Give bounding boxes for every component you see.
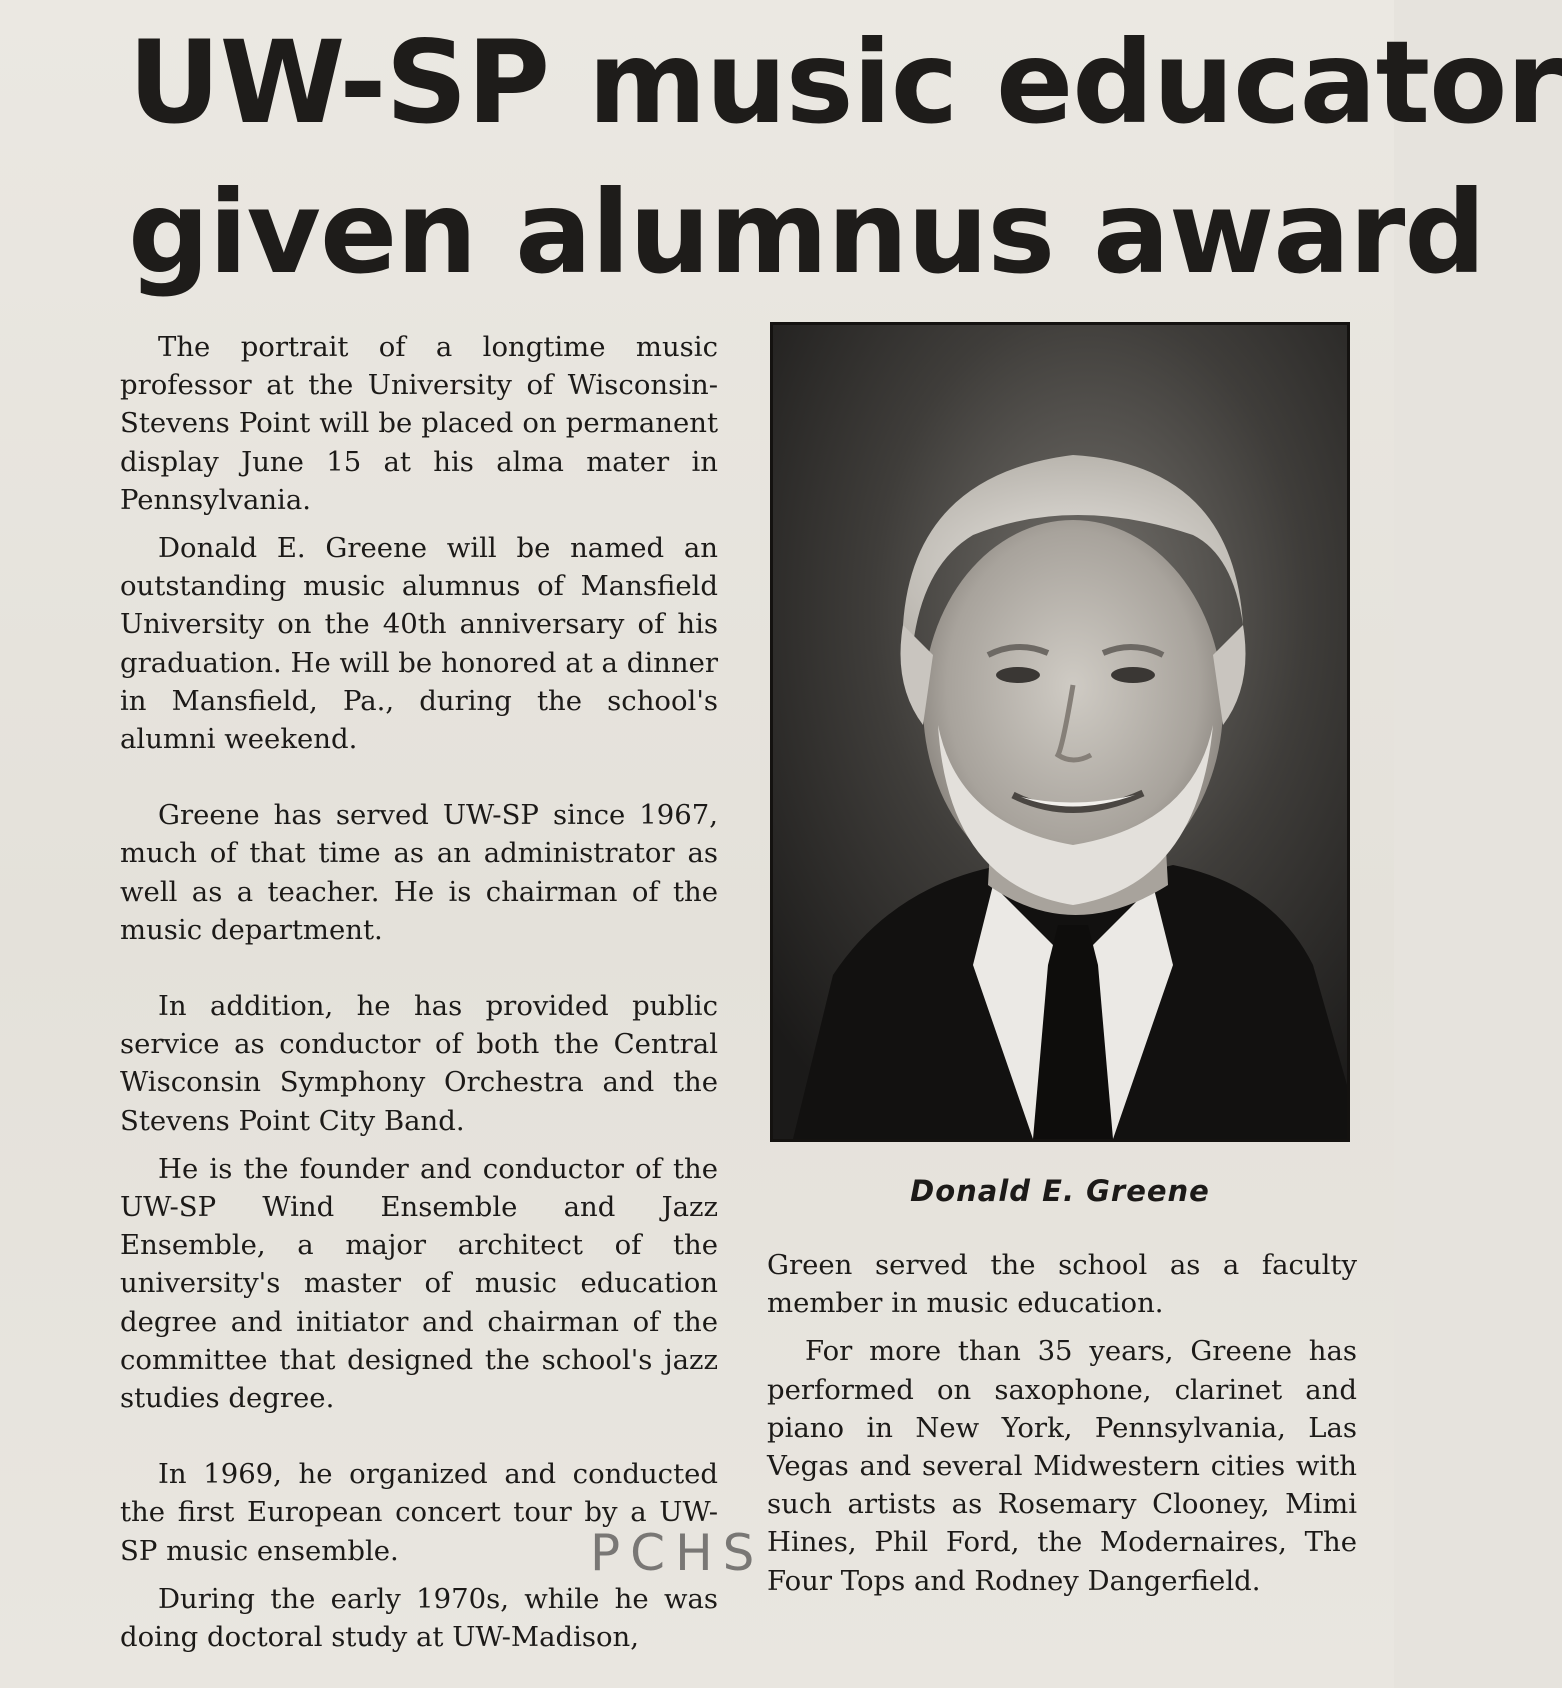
headline-line-1: UW-SP music educator xyxy=(128,16,1562,149)
paragraph-european-tour: In 1969, he organized and conducted the first European concert tour by a UW-SP music ensemble. xyxy=(120,1458,718,1567)
photo-caption: Donald E. Greene xyxy=(910,1174,1210,1208)
portrait-photo-icon xyxy=(773,325,1347,1139)
portrait-photo xyxy=(770,322,1350,1142)
paragraph-founder-conductor: He is the founder and conductor of the UW-SP Wind Ensemble and Jazz Ensemble, a major architect of the university's master of music education degree and initiator and chairman of the committee that designed the school's jazz studies degree. xyxy=(120,1152,718,1415)
headline-line-2: given alumnus award xyxy=(128,166,1485,299)
pchs-watermark: PCHS xyxy=(590,1524,765,1582)
paragraph-alumnus-award: Donald E. Greene will be named an outstanding music alumnus of Mansfield University on the 40th anniversary of his graduation. He will be honored at a dinner in Mansfield, Pa., during the school's alumni weekend. xyxy=(120,532,718,756)
article-right-column xyxy=(767,1246,1357,1600)
paragraph-performance-career: For more than 35 years, Greene has performed on saxophone, clarinet and piano in New York, Pennsylvania, Las Vegas and several Midwestern cities with such artists as Rosemary Clooney, Mimi Hines, Phil Ford, the Modernaires, The Four Tops and Rodney Dangerfield. xyxy=(767,1335,1357,1597)
paragraph-faculty-member: Green served the school as a faculty member in music education. xyxy=(767,1249,1357,1320)
paragraph-service-since-1967: Greene has served UW-SP since 1967, much of that time as an administrator as well as a teacher. He is chairman of the music department. xyxy=(120,799,718,946)
paragraph-public-service: In addition, he has provided public service as conductor of both the Central Wisconsin Symphony Orchestra and the Stevens Point City Band. xyxy=(120,990,718,1137)
paragraph-doctoral-study: During the early 1970s, while he was doing doctoral study at UW-Madison, xyxy=(120,1582,718,1654)
paragraph-portrait-display: The portrait of a longtime music professor at the University of Wisconsin-Stevens Point will be placed on permanent display June 15 at his alma mater in Pennsylvania. xyxy=(120,331,718,516)
article-left-column xyxy=(120,328,718,1656)
